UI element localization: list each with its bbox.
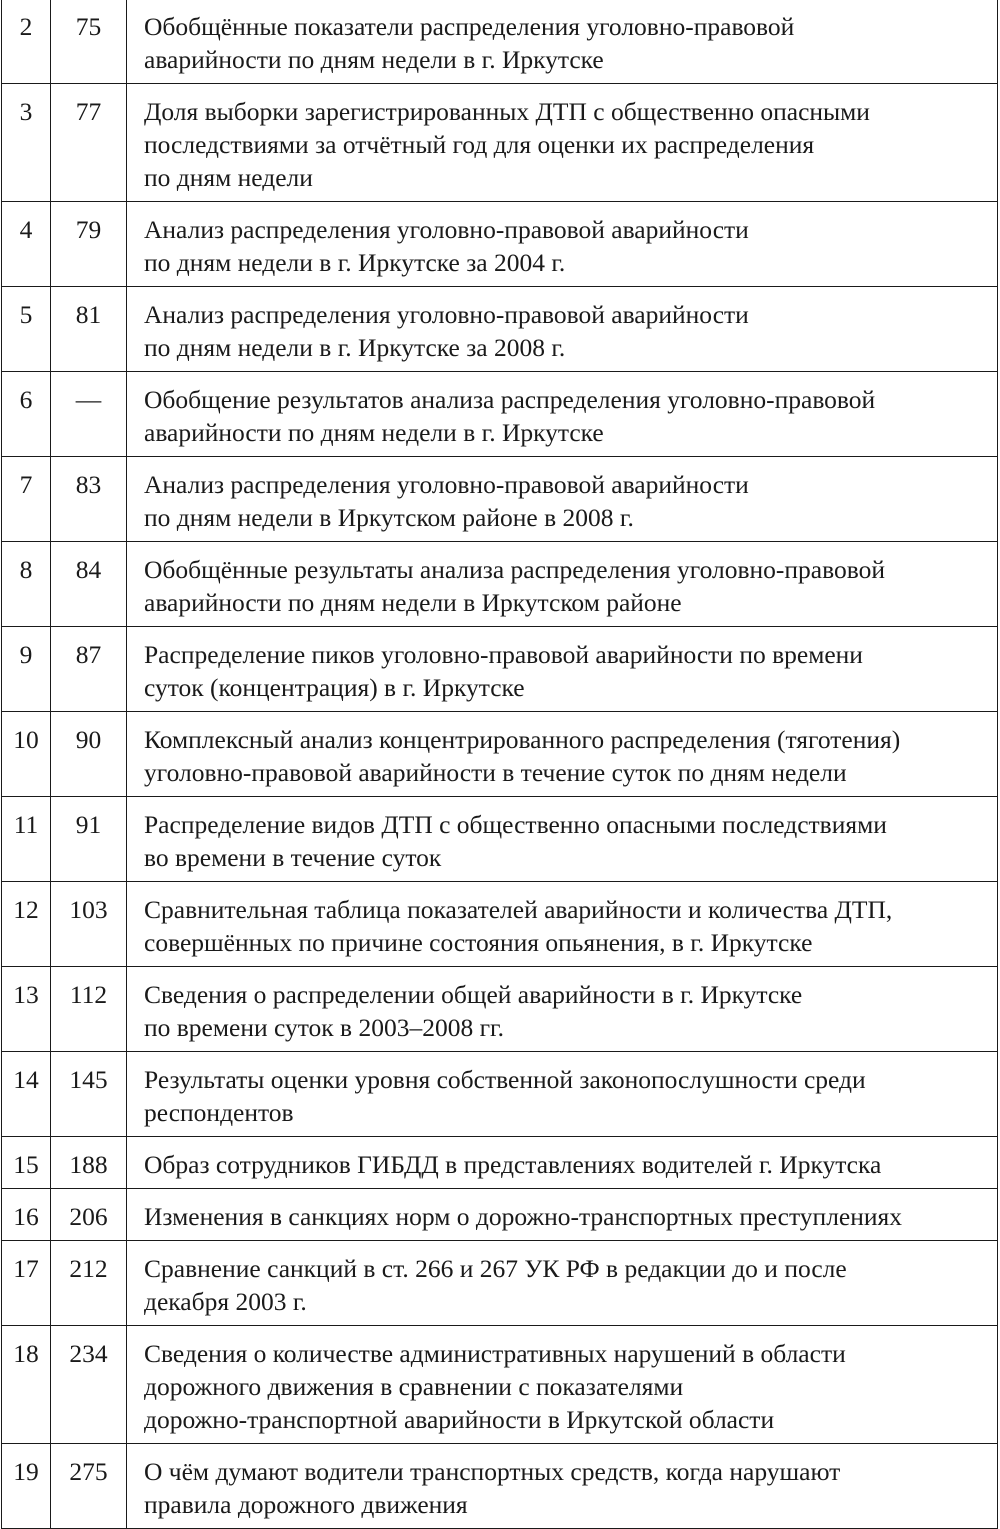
row-title: Сравнение санкций в ст. 266 и 267 УК РФ в редакции до и после декабря 2003 г. [127, 1241, 998, 1326]
row-page: 275 [51, 1444, 127, 1529]
table-row [2, 0, 998, 84]
row-title: Обобщение результатов анализа распределения уголовно-правовой аварийности по дням недели в г. Иркутске [127, 372, 998, 457]
tables-list [1, 0, 998, 1529]
row-title: Распределение пиков уголовно-правовой аварийности по времени суток (концентрация) в г. Иркутске [127, 627, 998, 712]
row-page: 188 [51, 1137, 127, 1189]
row-title: Анализ распределения уголовно-правовой аварийности по дням недели в Иркутском районе в 2008 г. [127, 457, 998, 542]
table-row [2, 1189, 998, 1241]
row-number: 4 [2, 202, 51, 287]
row-title: Доля выборки зарегистрированных ДТП с общественно опасными последствиями за отчётный год для оценки их распределения по дням недели [127, 84, 998, 202]
tables-list-body [2, 0, 998, 1529]
row-number: 14 [2, 1052, 51, 1137]
row-title: Распределение видов ДТП с общественно опасными последствиями во времени в течение суток [127, 797, 998, 882]
row-page: 90 [51, 712, 127, 797]
row-title: Обобщённые результаты анализа распределения уголовно-правовой аварийности по дням недели в Иркутском районе [127, 542, 998, 627]
table-row [2, 797, 998, 882]
row-page: 84 [51, 542, 127, 627]
row-number: 12 [2, 882, 51, 967]
table-row [2, 372, 998, 457]
row-title: О чём думают водители транспортных средств, когда нарушают правила дорожного движения [127, 1444, 998, 1529]
row-page: 103 [51, 882, 127, 967]
row-number: 19 [2, 1444, 51, 1529]
row-title: Сравнительная таблица показателей аварийности и количества ДТП, совершённых по причине состояния опьянения, в г. Иркутске [127, 882, 998, 967]
row-title: Обобщённые показатели распределения уголовно-правовой аварийности по дням недели в г. Иркутске [127, 0, 998, 84]
table-row [2, 202, 998, 287]
table-row [2, 1052, 998, 1137]
row-number: 16 [2, 1189, 51, 1241]
row-number: 10 [2, 712, 51, 797]
table-row [2, 712, 998, 797]
table-row [2, 457, 998, 542]
row-title: Сведения о количестве административных нарушений в области дорожного движения в сравнении с показателями дорожно-транспортной аварийности в Иркутской области [127, 1326, 998, 1444]
row-title: Результаты оценки уровня собственной законопослушности среди респондентов [127, 1052, 998, 1137]
table-row [2, 1241, 998, 1326]
table-row [2, 542, 998, 627]
row-title: Комплексный анализ концентрированного распределения (тяготения) уголовно-правовой аварийности в течение суток по дням недели [127, 712, 998, 797]
table-row [2, 882, 998, 967]
table-row [2, 84, 998, 202]
row-page: 145 [51, 1052, 127, 1137]
row-number: 18 [2, 1326, 51, 1444]
table-row [2, 627, 998, 712]
row-number: 11 [2, 797, 51, 882]
row-number: 2 [2, 0, 51, 84]
row-title: Сведения о распределении общей аварийности в г. Иркутске по времени суток в 2003–2008 гг. [127, 967, 998, 1052]
row-number: 9 [2, 627, 51, 712]
row-page: 212 [51, 1241, 127, 1326]
row-page: 81 [51, 287, 127, 372]
row-page: 75 [51, 0, 127, 84]
row-page: — [51, 372, 127, 457]
row-number: 17 [2, 1241, 51, 1326]
row-number: 5 [2, 287, 51, 372]
table-row [2, 287, 998, 372]
table-row [2, 1444, 998, 1529]
table-row [2, 1326, 998, 1444]
table-row [2, 967, 998, 1052]
table-row [2, 1137, 998, 1189]
row-title: Образ сотрудников ГИБДД в представлениях водителей г. Иркутска [127, 1137, 998, 1189]
row-page: 83 [51, 457, 127, 542]
row-number: 15 [2, 1137, 51, 1189]
row-number: 6 [2, 372, 51, 457]
row-title: Изменения в санкциях норм о дорожно-транспортных преступлениях [127, 1189, 998, 1241]
row-page: 234 [51, 1326, 127, 1444]
row-number: 7 [2, 457, 51, 542]
row-page: 206 [51, 1189, 127, 1241]
row-page: 91 [51, 797, 127, 882]
row-number: 13 [2, 967, 51, 1052]
row-number: 8 [2, 542, 51, 627]
row-page: 87 [51, 627, 127, 712]
row-title: Анализ распределения уголовно-правовой аварийности по дням недели в г. Иркутске за 2004 г. [127, 202, 998, 287]
row-title: Анализ распределения уголовно-правовой аварийности по дням недели в г. Иркутске за 2008 г. [127, 287, 998, 372]
row-page: 77 [51, 84, 127, 202]
row-page: 79 [51, 202, 127, 287]
row-page: 112 [51, 967, 127, 1052]
row-number: 3 [2, 84, 51, 202]
